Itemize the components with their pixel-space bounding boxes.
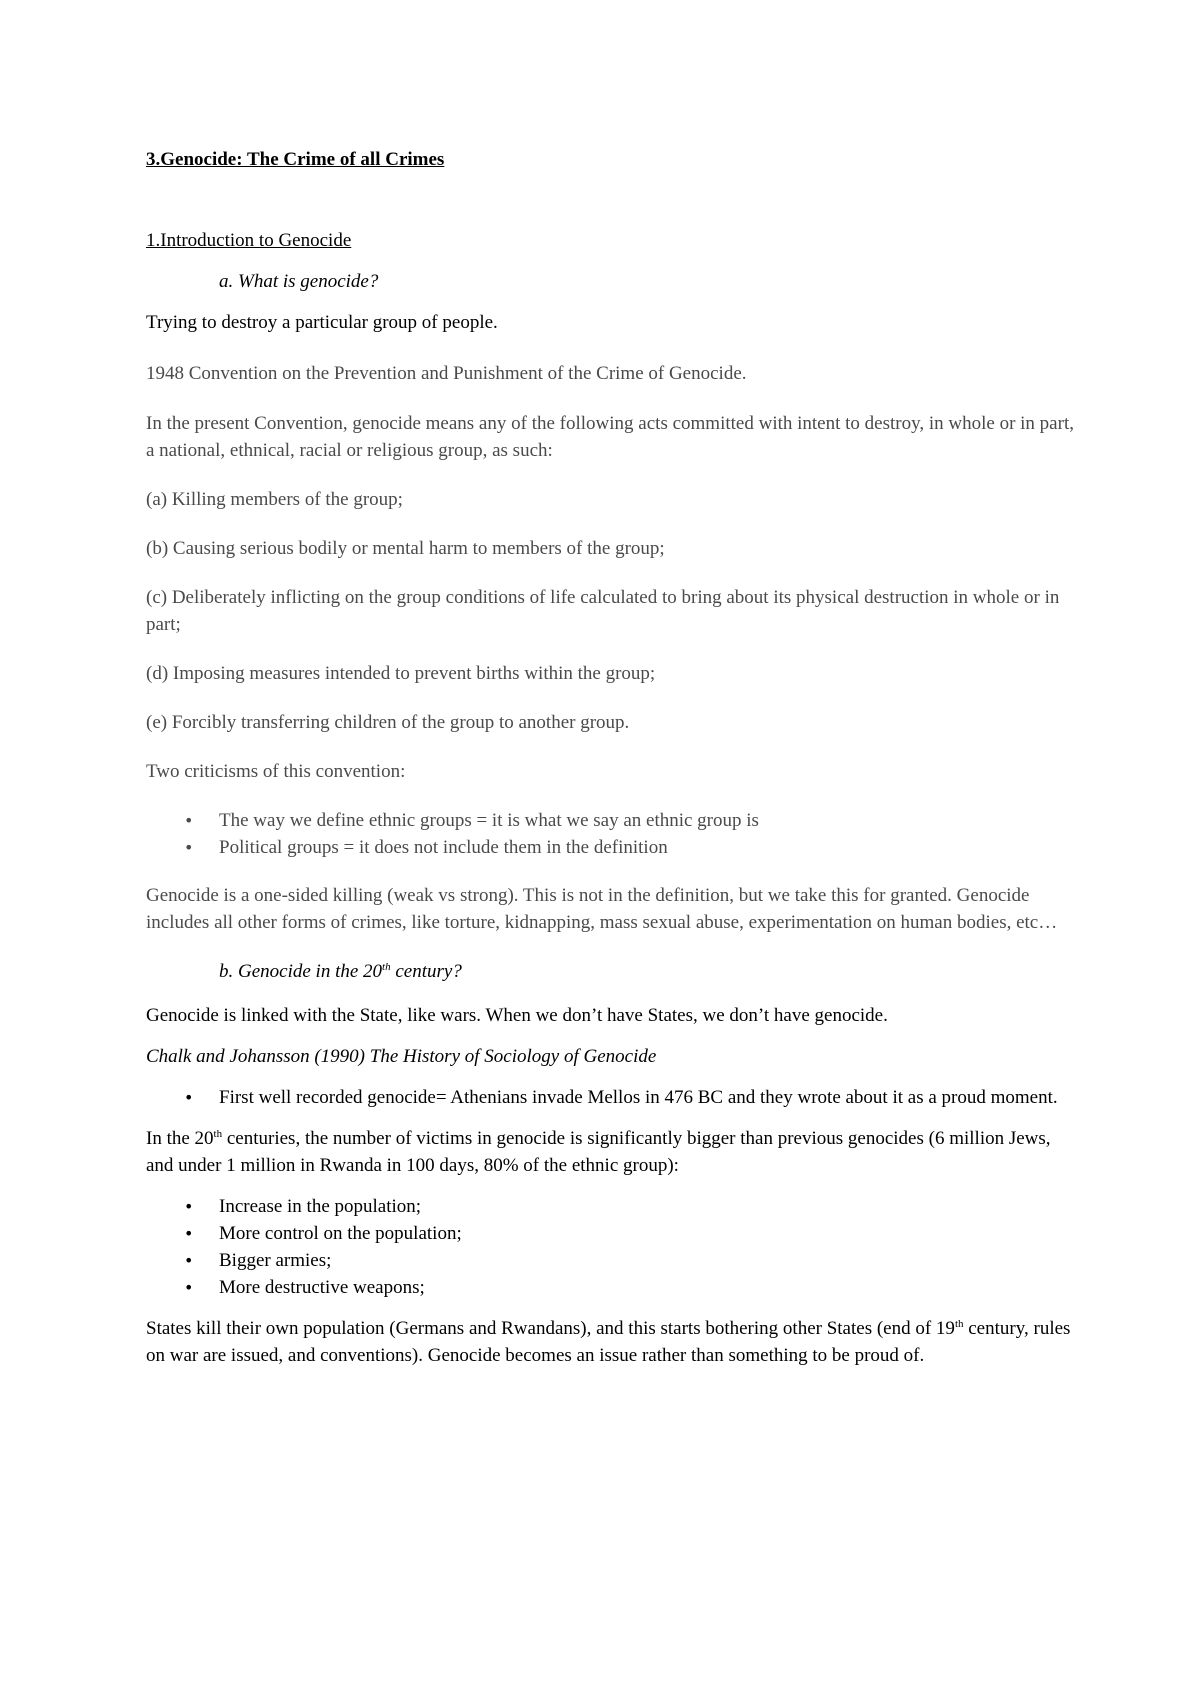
paragraph-convention: 1948 Convention on the Prevention and Punishment of the Crime of Genocide.	[146, 363, 747, 384]
document-title: 3.Genocide: The Crime of all Crimes	[146, 149, 445, 170]
subheading-a: a. What is genocide?	[219, 271, 379, 292]
list-item: • Political groups = it does not include them in the definition	[146, 834, 1076, 861]
list-item: • The way we define ethnic groups = it is what we say an ethnic group is	[146, 807, 1076, 834]
document-body	[146, 146, 1076, 1369]
chalk-list	[146, 1084, 1076, 1111]
list-item: • First well recorded genocide= Athenians invade Mellos in 476 BC and they wrote about it as a proud moment.	[146, 1084, 1076, 1111]
subheading-b: b. Genocide in the 20th century?	[219, 961, 462, 982]
list-item: • More destructive weapons;	[146, 1274, 1076, 1301]
act-item: (e) Forcibly transferring children of the group to another group.	[146, 712, 630, 733]
act-item: (d) Imposing measures intended to prevent births within the group;	[146, 663, 656, 684]
paragraph-state-link: Genocide is linked with the State, like wars. When we don’t have States, we don’t have genocide.	[146, 1005, 888, 1026]
paragraph-convention-text: In the present Convention, genocide means any of the following acts committed with intent to destroy, in whole or in part, a national, ethnical, racial or religious group, as such:	[146, 413, 1074, 461]
criticisms-list	[146, 807, 1076, 861]
paragraph-one-sided: Genocide is a one-sided killing (weak vs strong). This is not in the definition, but we take this for granted. Genocide includes all other forms of crimes, like torture, kidnapping, mass sexual abuse, experimentation on human bodies, etc…	[146, 885, 1058, 933]
reasons-list	[146, 1193, 1076, 1301]
paragraph-definition: Trying to destroy a particular group of people.	[146, 312, 498, 333]
paragraph-20th-century: In the 20th centuries, the number of victims in genocide is significantly bigger than previous genocides (6 million Jews, and under 1 million in Rwanda in 100 days, 80% of the ethnic group):	[146, 1128, 1051, 1176]
list-item: • Bigger armies;	[146, 1247, 1076, 1274]
reference-citation: Chalk and Johansson (1990) The History of Sociology of Genocide	[146, 1046, 657, 1067]
act-item: (c) Deliberately inflicting on the group conditions of life calculated to bring about its physical destruction in whole or in part;	[146, 587, 1060, 635]
list-item: • Increase in the population;	[146, 1193, 1076, 1220]
act-item: (b) Causing serious bodily or mental harm to members of the group;	[146, 538, 665, 559]
paragraph-states: States kill their own population (Germans and Rwandans), and this starts bothering other States (end of 19th century, rules on war are issued, and conventions). Genocide becomes an issue rather than something to be proud of.	[146, 1318, 1071, 1366]
list-item: • More control on the population;	[146, 1220, 1076, 1247]
paragraph-criticisms-intro: Two criticisms of this convention:	[146, 761, 406, 782]
act-item: (a) Killing members of the group;	[146, 489, 403, 510]
section-heading: 1.Introduction to Genocide	[146, 230, 352, 251]
